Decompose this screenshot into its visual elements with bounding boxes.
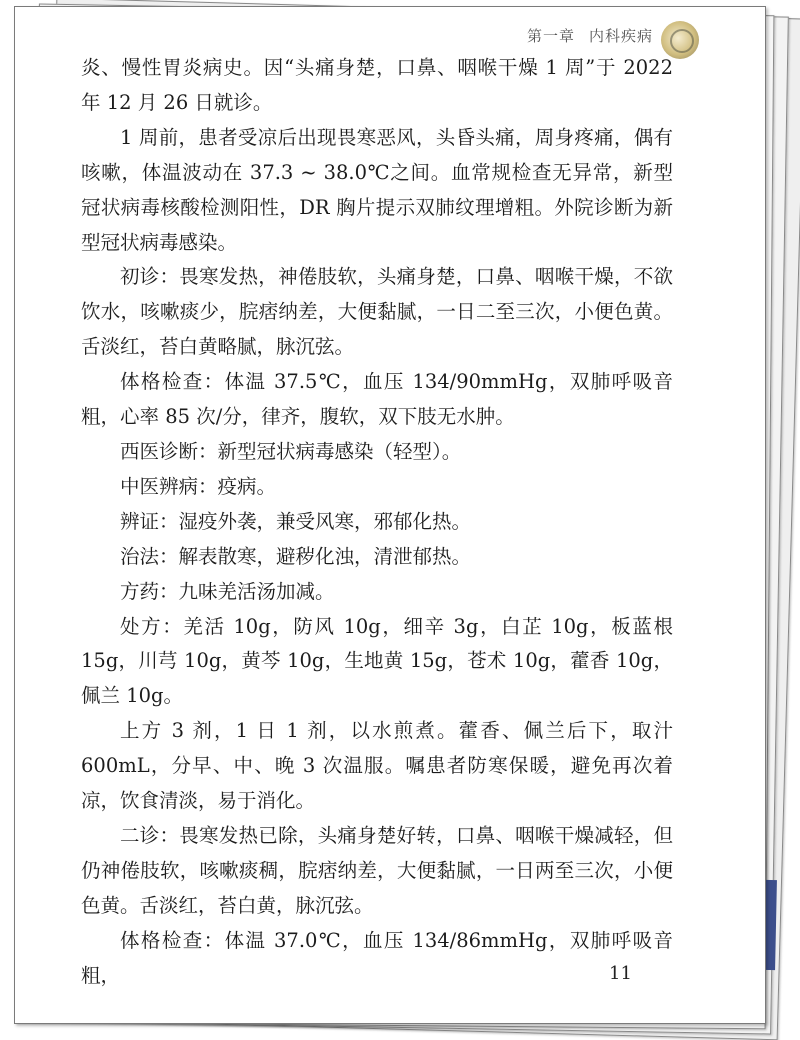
paragraph: 炎、慢性胃炎病史。因“头痛身楚，口鼻、咽喉干燥 1 周”于 2022 年 12 月 26 日就诊。 xyxy=(81,56,673,114)
body-text xyxy=(81,51,673,993)
paragraph: 体格检查：体温 37.5℃，血压 134/90mmHg，双肺呼吸音粗，心率 85 次/分，律齐，腹软，双下肢无水肿。 xyxy=(81,370,673,429)
page-number: 11 xyxy=(609,963,632,984)
paragraph: 二诊：畏寒发热已除，头痛身楚好转，口鼻、咽喉干燥减轻，但仍神倦肢软，咳嗽痰稠，脘痞纳差，大便黏腻，一日两至三次，小便色黄。舌淡红，苔白黄，脉沉弦。 xyxy=(81,823,673,917)
running-head-chapter: 第一章 xyxy=(526,27,575,45)
running-head xyxy=(527,25,653,46)
paragraph: 1 周前，患者受凉后出现畏寒恶风，头昏头痛，周身疼痛，偶有咳嗽，体温波动在 37.3 ~ 38.0℃之间。血常规检查无异常，新型冠状病毒核酸检测阳性，DR 胸片提示双肺纹理增粗。外院诊断为新型冠状病毒感染。 xyxy=(81,125,673,254)
paragraph: 处方：羌活 10g，防风 10g，细辛 3g，白芷 10g，板蓝根 15g，川芎 10g，黄芩 10g，生地黄 15g，苍术 10g，藿香 10g，佩兰 10g。 xyxy=(81,614,673,708)
paragraph: 治法：解表散寒，避秽化浊，清泄郁热。 xyxy=(120,544,472,568)
paragraph: 体格检查：体温 37.0℃，血压 134/86mmHg，双肺呼吸音粗， xyxy=(81,928,673,987)
paragraph: 方药：九味羌活汤加减。 xyxy=(120,579,335,603)
running-head-section: 内科疾病 xyxy=(588,27,653,45)
paragraph: 辨证：湿疫外袭，兼受风寒，邪郁化热。 xyxy=(120,509,472,533)
paragraph: 西医诊断：新型冠状病毒感染（轻型）。 xyxy=(120,439,462,463)
book-page xyxy=(14,6,766,1024)
paragraph: 上方 3 剂，1 日 1 剂，以水煎煮。藿香、佩兰后下，取汁 600mL，分早、中、晚 3 次温服。嘱患者防寒保暖，避免再次着凉，饮食清淡，易于消化。 xyxy=(81,719,673,813)
paragraph: 中医辨病：疫病。 xyxy=(120,474,277,498)
paragraph: 初诊：畏寒发热，神倦肢软，头痛身楚，口鼻、咽喉干燥，不欲饮水，咳嗽痰少，脘痞纳差，大便黏腻，一日二至三次，小便色黄。舌淡红，苔白黄略腻，脉沉弦。 xyxy=(81,265,673,359)
